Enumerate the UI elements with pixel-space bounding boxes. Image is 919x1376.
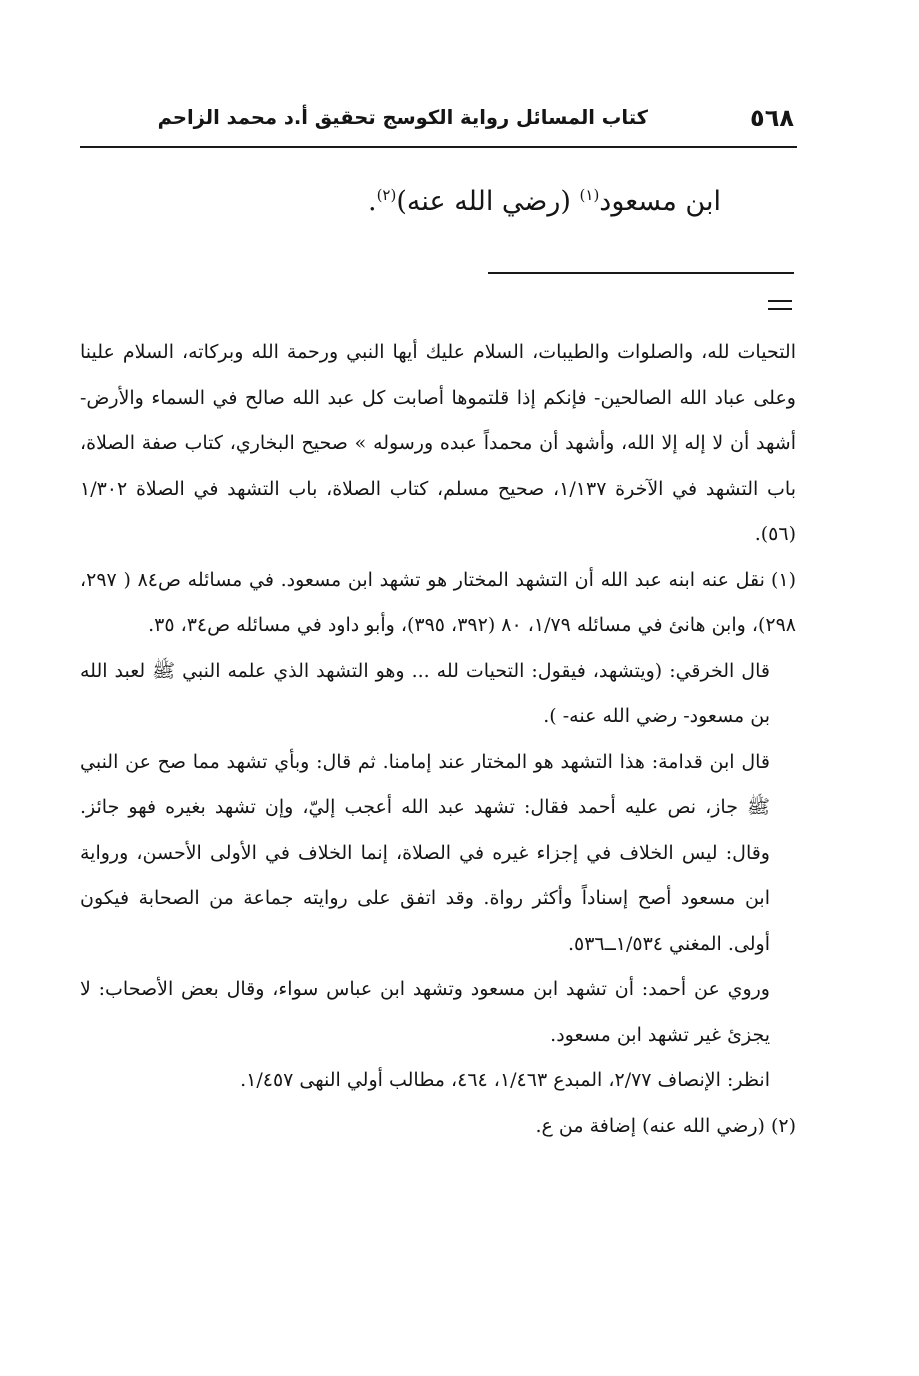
- footnote-1-kharqi: قال الخرقي: (ويتشهد، فيقول: التحيات لله ... وهو التشهد الذي علمه النبي ﷺ لعبد الله بن مسعود- رضي الله عنه- ).: [80, 659, 770, 727]
- footnote-marker-1: (١): [579, 186, 600, 204]
- footnote-2: [80, 1104, 796, 1150]
- continuation-mark: [768, 300, 792, 312]
- footnote-marker-2: (٢): [376, 186, 397, 204]
- page-number: ٥٦٨: [750, 104, 794, 132]
- footnote-1-references: انظر: الإنصاف ٢/٧٧، المبدع ١/٤٦٣، ٤٦٤، مطالب أولي النهى ١/٤٥٧.: [240, 1069, 770, 1091]
- header-rule: [80, 146, 797, 148]
- page-header: [80, 100, 796, 138]
- footnote-2-text: (رضي الله عنه) إضافة من ع.: [535, 1114, 765, 1137]
- footnote-continuation: التحيات لله، والصلوات والطيبات، السلام عليك أيها النبي ورحمة الله وبركاته، السلام علينا وعلى عباد الله الصالحين- فإنكم إذا قلتموها أصابت كل عبد الله صالح في السماء والأرض- أشهد أن لا إله إلا الله، وأشهد أن محمداً عبده ورسوله » صحيح البخاري، كتاب صفة الصلاة، باب التشهد في الآخرة ١/١٣٧، صحيح مسلم، كتاب الصلاة، باب التشهد في الصلاة ١/٣٠٢ (٥٦).: [80, 341, 796, 545]
- main-text-middle: (رضي الله عنه): [396, 186, 580, 217]
- footnote-separator: [488, 272, 794, 274]
- main-text-end: .: [367, 186, 377, 217]
- running-title: كتاب المسائل رواية الكوسج تحقيق أ.د محمد الزاحم: [157, 106, 648, 129]
- footnote-2-number: (٢): [770, 1114, 796, 1137]
- footnote-1-number: (١): [770, 568, 796, 591]
- footnote-1: [80, 558, 796, 649]
- footnotes-section: [80, 330, 796, 1149]
- footnote-1-ahmad: وروي عن أحمد: أن تشهد ابن مسعود وتشهد ابن عباس سواء، وقال بعض الأصحاب: لا يجزئ غير تشهد ابن مسعود.: [80, 978, 770, 1046]
- main-text-start: ابن مسعود: [599, 186, 721, 217]
- footnote-1-text: نقل عنه ابنه عبد الله أن التشهد المختار هو تشهد ابن مسعود. في مسائله ص٨٤ ( ٢٩٧، ٢٩٨)، وابن هانئ في مسائله ١/٧٩، ٨٠ (٣٩٢، ٣٩٥)، وأبو داود في مسائله ص٣٤، ٣٥.: [80, 568, 796, 636]
- main-text: [368, 186, 721, 217]
- footnote-1-ibn-qudama: قال ابن قدامة: هذا التشهد هو المختار عند إمامنا. ثم قال: وبأي تشهد مما صح عن النبي ﷺ جاز، نص عليه أحمد فقال: تشهد عبد الله أعجب إليّ، وإن تشهد بغيره فهو جائز. وقال: ليس الخلاف في إجزاء غيره في الصلاة، إنما الخلاف في الأولى الأحسن، ورواية ابن مسعود أصح إسناداً وأكثر رواة. وقد اتفق على روايته جماعة من الصحابة فيكون أولى. المغني ١/٥٣٤ــ٥٣٦.: [80, 750, 770, 955]
